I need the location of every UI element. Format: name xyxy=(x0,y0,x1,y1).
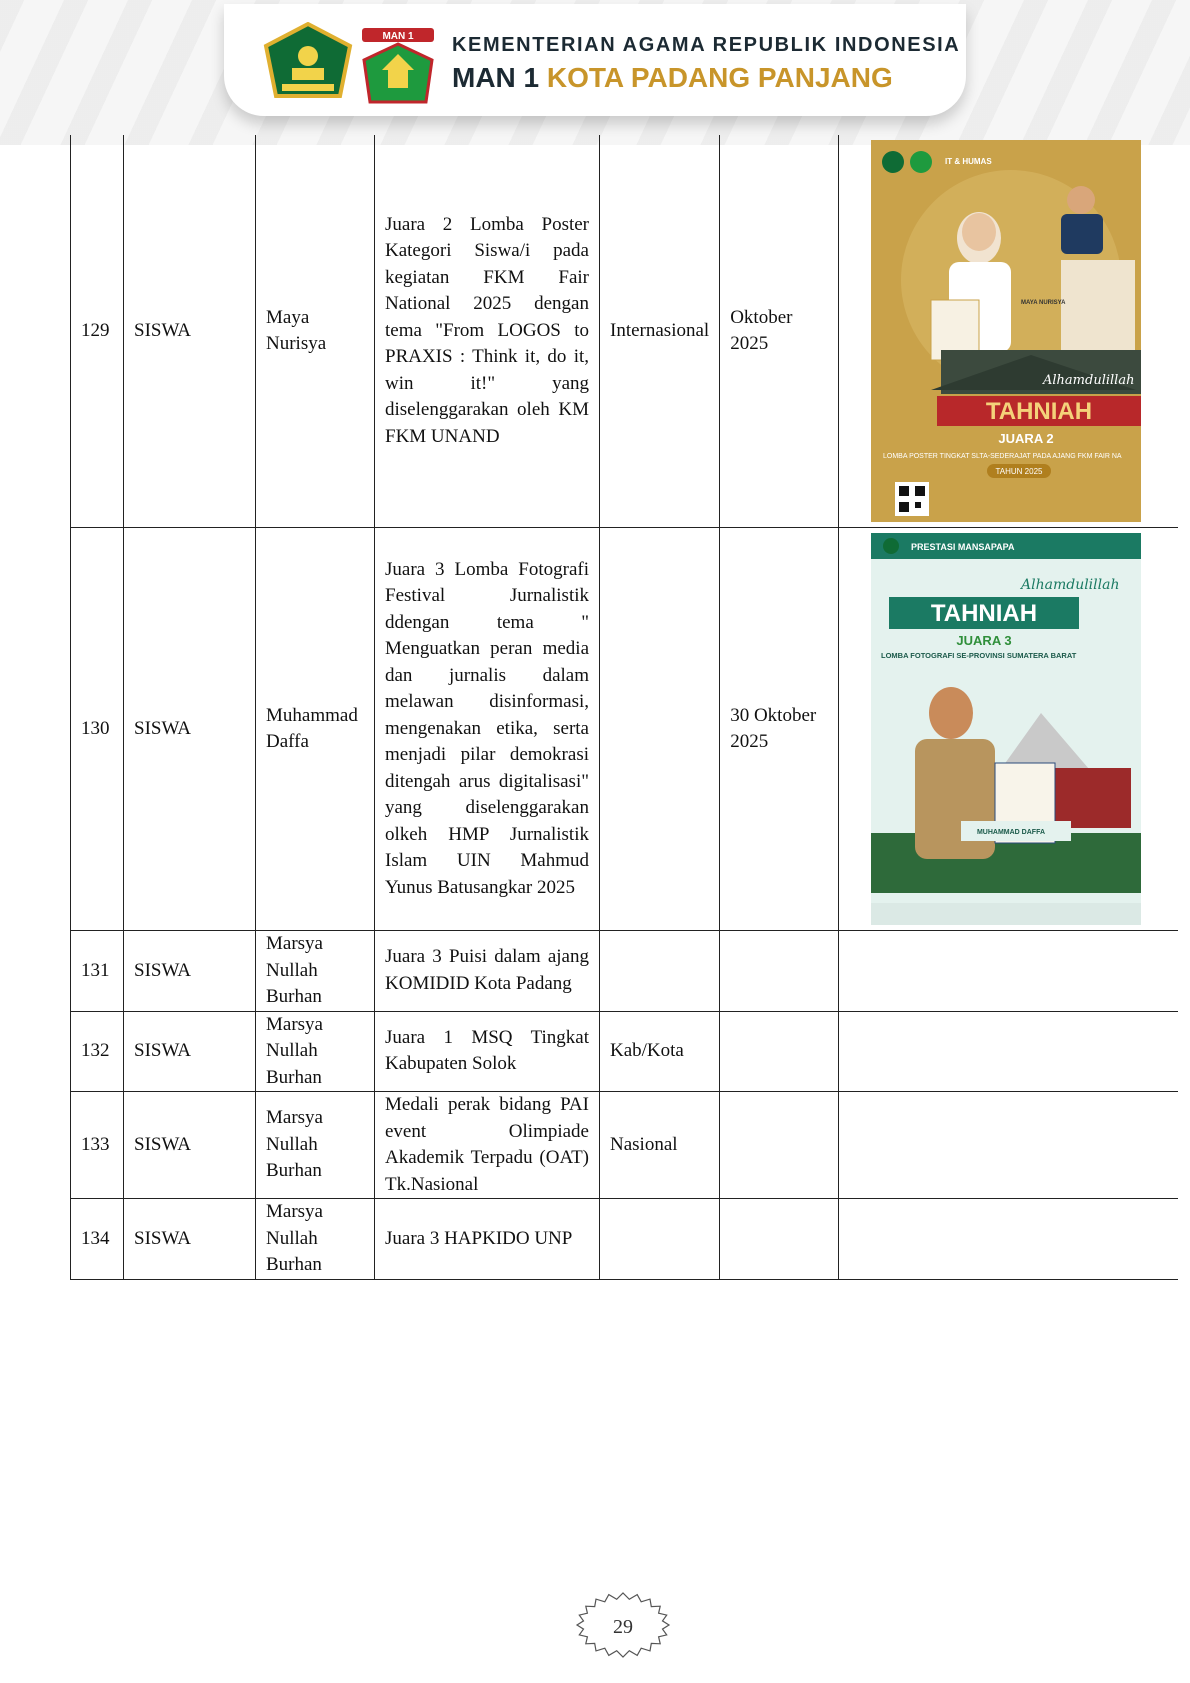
table-row xyxy=(71,528,1178,931)
row-category: SISWA xyxy=(124,1011,256,1092)
row-level: Kab/Kota xyxy=(600,1011,720,1092)
row-date xyxy=(720,1199,839,1280)
table-row xyxy=(71,135,1178,528)
row-achievement: Juara 3 Puisi dalam ajang KOMIDID Kota Padang xyxy=(375,931,600,1012)
svg-text:TAHNIAH: TAHNIAH xyxy=(986,398,1093,425)
row-achievement: Juara 3 HAPKIDO UNP xyxy=(375,1199,600,1280)
row-category: SISWA xyxy=(124,135,256,528)
poster-image xyxy=(871,140,1141,522)
row-number: 134 xyxy=(71,1199,124,1280)
letterhead xyxy=(224,4,966,116)
svg-text:Alhamdulillah: Alhamdulillah xyxy=(1021,577,1120,593)
row-level: Nasional xyxy=(600,1092,720,1199)
row-level xyxy=(600,1199,720,1280)
row-number: 132 xyxy=(71,1011,124,1092)
svg-text:MUHAMMAD DAFFA: MUHAMMAD DAFFA xyxy=(977,829,1046,836)
row-achievement: Medali perak bidang PAI event Olimpiade Akademik Terpadu (OAT) Tk.Nasional xyxy=(375,1092,600,1199)
row-date xyxy=(720,1011,839,1092)
table-row xyxy=(71,1011,1178,1092)
row-name: Marsya Nullah Burhan xyxy=(256,931,375,1012)
row-name: Muhammad Daffa xyxy=(256,528,375,931)
row-date xyxy=(720,931,839,1012)
row-level xyxy=(600,931,720,1012)
row-category: SISWA xyxy=(124,528,256,931)
row-number: 133 xyxy=(71,1092,124,1199)
svg-text:LOMBA FOTOGRAFI SE-PROVINSI SU: LOMBA FOTOGRAFI SE-PROVINSI SUMATERA BARAT xyxy=(881,651,1077,660)
row-name: Marsya Nullah Burhan xyxy=(256,1011,375,1092)
achievement-table xyxy=(70,135,1178,1280)
ministry-name: KEMENTERIAN AGAMA REPUBLIK INDONESIA xyxy=(452,34,961,56)
row-name: Maya Nurisya xyxy=(256,135,375,528)
svg-text:MAYA NURISYA: MAYA NURISYA xyxy=(1021,300,1066,306)
row-category: SISWA xyxy=(124,1092,256,1199)
page-number-badge xyxy=(573,1590,673,1660)
svg-text:TAHNIAH: TAHNIAH xyxy=(931,600,1038,627)
row-level xyxy=(600,528,720,931)
row-achievement: Juara 2 Lomba Poster Kategori Siswa/i pada kegiatan FKM Fair National 2025 dengan tema "From LOGOS to PRAXIS : Think it, do it, win it!" yang diselenggarakan oleh KM FKM UNAND xyxy=(375,135,600,528)
svg-text:PRESTASI MANSAPAPA: PRESTASI MANSAPAPA xyxy=(911,542,1015,552)
row-number: 131 xyxy=(71,931,124,1012)
row-name: Marsya Nullah Burhan xyxy=(256,1092,375,1199)
man1-logo xyxy=(360,26,436,108)
row-number: 130 xyxy=(71,528,124,931)
school-name: MAN 1 KOTA PADANG PANJANG xyxy=(452,62,893,93)
row-achievement: Juara 3 Lomba Fotografi Festival Jurnalistik ddengan tema " Menguatkan peran media dan jurnalis dalam melawan disinformasi, mengenakan etika, serta menjadi pilar demokrasi ditengah arus digitalisasi" yang diselenggarakan olkeh HMP Jurnalistik Islam UIN Mahmud Yunus Batusangkar 2025 xyxy=(375,528,600,931)
row-category: SISWA xyxy=(124,1199,256,1280)
row-date xyxy=(720,1092,839,1199)
row-evidence xyxy=(839,528,1178,931)
table-row xyxy=(71,1199,1178,1280)
row-date: 30 Oktober 2025 xyxy=(720,528,839,931)
row-name: Marsya Nullah Burhan xyxy=(256,1199,375,1280)
page-number: 29 xyxy=(613,1616,633,1638)
row-evidence xyxy=(839,931,1178,1012)
svg-text:TAHUN 2025: TAHUN 2025 xyxy=(995,467,1043,476)
row-evidence xyxy=(839,1092,1178,1199)
row-evidence xyxy=(839,135,1178,528)
svg-text:JUARA 3: JUARA 3 xyxy=(956,633,1012,648)
row-category: SISWA xyxy=(124,931,256,1012)
kemenag-logo xyxy=(262,22,354,102)
row-date: Oktober 2025 xyxy=(720,135,839,528)
row-evidence xyxy=(839,1011,1178,1092)
poster-image xyxy=(871,533,1141,925)
svg-text:IT & HUMAS: IT & HUMAS xyxy=(945,157,992,166)
svg-text:Alhamdulillah: Alhamdulillah xyxy=(1043,373,1135,388)
row-level: Internasional xyxy=(600,135,720,528)
row-number: 129 xyxy=(71,135,124,528)
svg-text:MAN 1: MAN 1 xyxy=(382,31,414,42)
svg-text:JUARA 2: JUARA 2 xyxy=(998,431,1054,446)
row-achievement: Juara 1 MSQ Tingkat Kabupaten Solok xyxy=(375,1011,600,1092)
table-row xyxy=(71,1092,1178,1199)
svg-text:LOMBA POSTER TINGKAT SLTA-SEDE: LOMBA POSTER TINGKAT SLTA-SEDERAJAT PADA AJANG FKM FAIR NA xyxy=(883,453,1122,460)
table-row xyxy=(71,931,1178,1012)
row-evidence xyxy=(839,1199,1178,1280)
